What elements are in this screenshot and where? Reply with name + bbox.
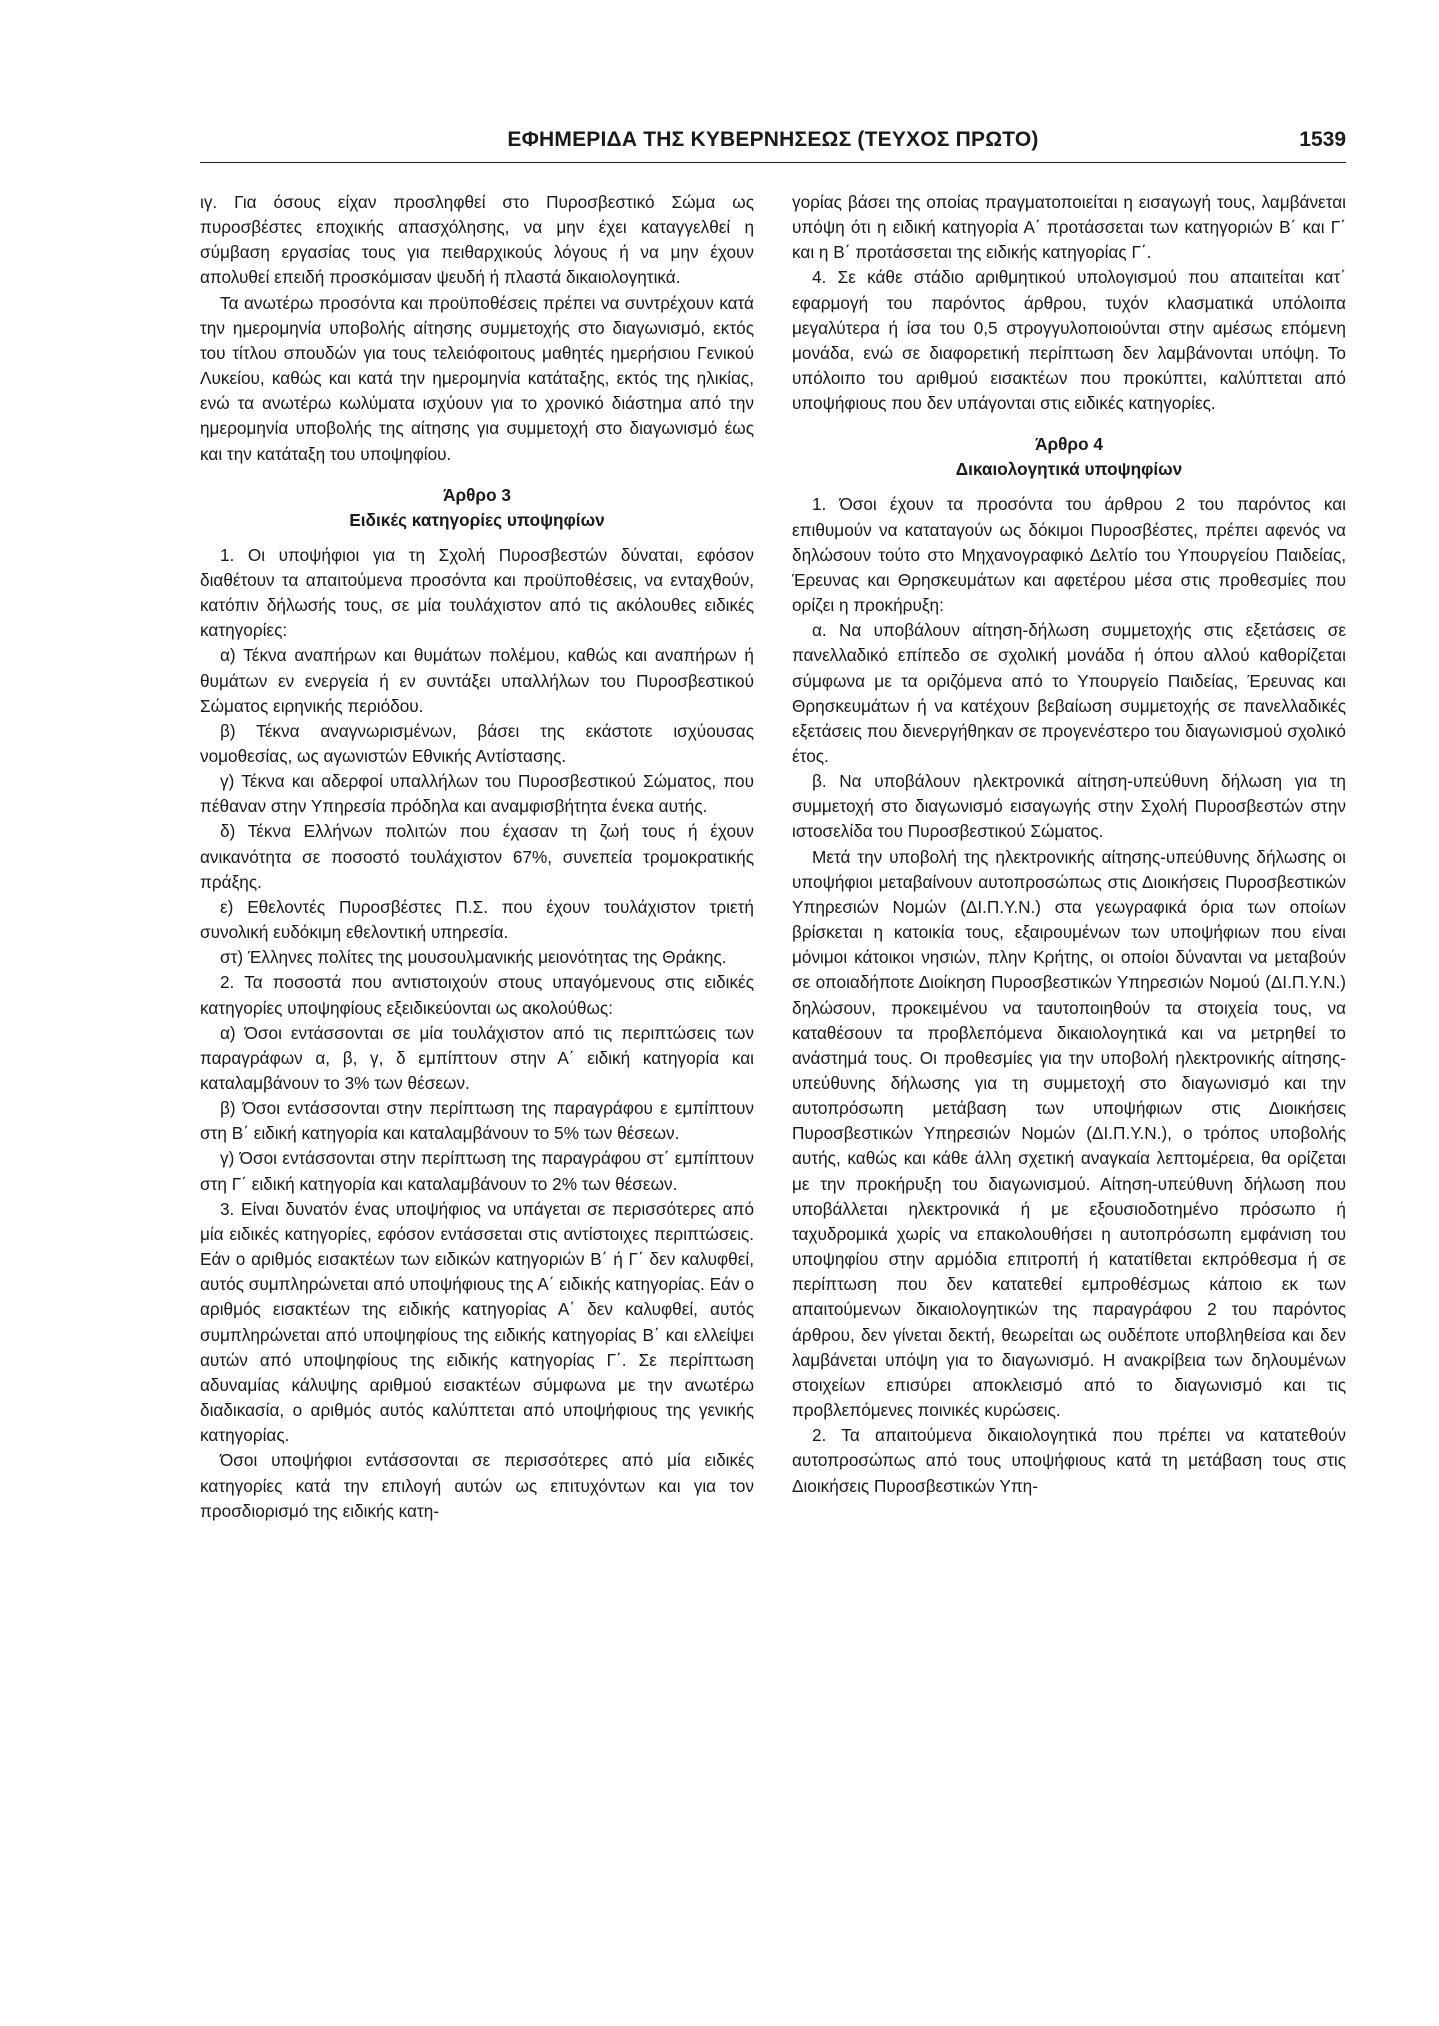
article-subtitle: Ειδικές κατηγορίες υποψηφίων bbox=[349, 509, 605, 530]
page-header bbox=[200, 128, 1346, 163]
paragraph: α) Όσοι εντάσσονται σε μία τουλάχιστον από τις περιπτώσεις των παραγράφων α, β, γ, δ εμπίπτουν στην Α΄ ειδική κατηγορία και καταλαμβάνουν το 3% των θέσεων. bbox=[200, 1022, 754, 1093]
article-4-heading bbox=[792, 432, 1346, 482]
paragraph: Όσοι υποψήφιοι εντάσσονται σε περισσότερες από μία ειδικές κατηγορίες κατά την επιλογή αυτών ως επιτυχόντων και για τον προσδιορισμό της ειδικής κατη- bbox=[200, 1450, 754, 1521]
paragraph: 4. Σε κάθε στάδιο αριθμητικού υπολογισμού που απαιτείται κατ΄ εφαρμογή του παρόντος άρθρου, τυχόν κλασματικά υπόλοιπα μεγαλύτερα ή ίσα του 0,5 στρογγυλοποιούνται στην αμέσως επόμενη μονάδα, ενώ σε διαφορετική περίπτωση δεν λαμβάνονται υπόψη. Το υπόλοιπο του αριθμού εισακτέων που προκύπτει, καλύπτεται από υποψήφιους που δεν υπάγονται στις ειδικές κατηγορίες. bbox=[792, 267, 1346, 414]
page-number: 1539 bbox=[1299, 128, 1346, 151]
paragraph: ιγ. Για όσους είχαν προσληφθεί στο Πυροσβεστικό Σώμα ως πυροσβέστες εποχικής απασχόλησης, να μην έχει καταγγελθεί η σύμβαση εργασίας τους για πειθαρχικούς λόγους ή να μην έχουν απολυθεί επειδή προσκόμισαν ψευδή ή πλαστά δικαιολογητικά. bbox=[200, 192, 754, 288]
paragraph: δ) Τέκνα Ελλήνων πολιτών που έχασαν τη ζωή τους ή έχουν ανικανότητα σε ποσοστό τουλάχιστον 67%, συνεπεία τρομοκρατικής πράξης. bbox=[200, 821, 754, 892]
paragraph: 1. Όσοι έχουν τα προσόντα του άρθρου 2 του παρόντος και επιθυμούν να καταταγούν ως δόκιμοι Πυροσβέστες, πρέπει αφενός να δηλώσουν τούτο στο Μηχανογραφικό Δελτίο του Υπουργείου Παιδείας, Έρευνας και Θρησκευμάτων και αφετέρου μέσα στις προθεσμίες που ορίζει η προκήρυξη: bbox=[792, 494, 1346, 616]
paragraph: γ) Όσοι εντάσσονται στην περίπτωση της παραγράφου στ΄ εμπίπτουν στη Γ΄ ειδική κατηγορία και καταλαμβάνουν το 2% των θέσεων. bbox=[200, 1148, 754, 1194]
article-3-heading bbox=[200, 483, 754, 533]
paragraph: 1. Οι υποψήφιοι για τη Σχολή Πυροσβεστών δύναται, εφόσον διαθέτουν τα απαιτούμενα προσόντα και προϋποθέσεις, να ενταχθούν, κατόπιν δήλωσής τους, σε μία τουλάχιστον από τις ακόλουθες ειδικές κατηγορίες: bbox=[200, 544, 754, 641]
paragraph: β. Να υποβάλουν ηλεκτρονικά αίτηση-υπεύθυνη δήλωση για τη συμμετοχή στο διαγωνισμό εισαγωγής στην Σχολή Πυροσβεστών στην ιστοσελίδα του Πυροσβεστικού Σώματος. bbox=[792, 771, 1346, 842]
paragraph: 2. Τα απαιτούμενα δικαιολογητικά που πρέπει να κατατεθούν αυτοπροσώπως από τους υποψήφιους κατά τη μετάβαση τους στις Διοικήσεις Πυροσβεστικών Υπη- bbox=[792, 1425, 1346, 1496]
paragraph: β) Όσοι εντάσσονται στην περίπτωση της παραγράφου ε εμπίπτουν στη Β΄ ειδική κατηγορία και καταλαμβάνουν το 5% των θέσεων. bbox=[200, 1098, 754, 1144]
right-column bbox=[792, 190, 1346, 1499]
article-subtitle: Δικαιολογητικά υποψηφίων bbox=[955, 459, 1183, 480]
paragraph: γορίας βάσει της οποίας πραγματοποιείται η εισαγωγή τους, λαμβάνεται υπόψη ότι η ειδική κατηγορία Α΄ προτάσσεται των κατηγοριών Β΄ και Γ΄ και η Β΄ προτάσσεται της ειδικής κατηγορίας Γ΄. bbox=[792, 192, 1346, 263]
paragraph: 3. Είναι δυνατόν ένας υποψήφιος να υπάγεται σε περισσότερες από μία ειδικές κατηγορίες, εφόσον εντάσσεται στις αντίστοιχες περιπτώσεις. Εάν ο αριθμός εισακτέων των ειδικών κατηγοριών Β΄ ή Γ΄ δεν καλυφθεί, αυτός συμπληρώνεται από υποψήφιους της Α΄ ειδικής κατηγορίας. Εάν ο αριθμός εισακτέων της ειδικής κατηγορίας Α΄ δεν καλυφθεί, αυτός συμπληρώνεται από υποψηφίους της ειδικής κατηγορίας Β΄ και ελλείψει αυτών από υποψηφίους της ειδικής κατηγορίας Γ΄. Σε περίπτωση αδυναμίας κάλυψης αριθμού εισακτέων σύμφωνα με την ανωτέρω διαδικασία, ο αριθμός αυτός καλύπτεται από υποψήφιους της γενικής κατηγορίας. bbox=[200, 1198, 754, 1446]
paragraph: στ) Έλληνες πολίτες της μουσουλμανικής μειονότητας της Θράκης. bbox=[220, 947, 727, 968]
article-title: Άρθρο 3 bbox=[443, 484, 511, 505]
paragraph: α. Να υποβάλουν αίτηση-δήλωση συμμετοχής στις εξετάσεις σε πανελλαδικό επίπεδο σε σχολική μονάδα ή όπου αλλού καθορίζεται σύμφωνα με τα οριζόμενα από το Υπουργείο Παιδείας, Έρευνας και Θρησκευμάτων ή να κατέχουν βεβαίωση συμμετοχής σε πανελλαδικές εξετάσεις που διενεργήθηκαν σε προγενέστερο του διαγωνισμού σχολικό έτος. bbox=[792, 620, 1346, 766]
paragraph: α) Τέκνα αναπήρων και θυμάτων πολέμου, καθώς και αναπήρων ή θυμάτων εν ενεργεία ή εν συντάξει υπαλλήλων του Πυροσβεστικού Σώματος ειρηνικής περιόδου. bbox=[200, 645, 754, 716]
gazette-title: ΕΦΗΜΕΡΙΔΑ ΤΗΣ ΚΥΒΕΡΝΗΣΕΩΣ (ΤΕΥΧΟΣ ΠΡΩΤΟ) bbox=[507, 128, 1039, 151]
article-title: Άρθρο 4 bbox=[1035, 434, 1103, 455]
paragraph: β) Τέκνα αναγνωρισμένων, βάσει της εκάστοτε ισχύουσας νομοθεσίας, ως αγωνιστών Εθνικής Αντίστασης. bbox=[200, 720, 754, 766]
left-column bbox=[200, 190, 754, 1524]
paragraph: Τα ανωτέρω προσόντα και προϋποθέσεις πρέπει να συντρέχουν κατά την ημερομηνία υποβολής αίτησης συμμετοχής στο διαγωνισμό, εκτός του τίτλου σπουδών για τους τελειόφοιτους μαθητές ημερήσιου Γενικού Λυκείου, καθώς και κατά την ημερομηνία κατάταξης, εκτός της ηλικίας, ενώ τα ανωτέρω κωλύματα ισχύουν για το χρονικό διάστημα από την ημερομηνία υποβολής της αίτησης για συμμετοχή στο διαγωνισμό έως και την κατάταξη του υποψηφίου. bbox=[200, 292, 754, 464]
paragraph: γ) Τέκνα και αδερφοί υπαλλήλων του Πυροσβεστικού Σώματος, που πέθαναν στην Υπηρεσία πρόδηλα και αναμφισβήτητα ένεκα αυτής. bbox=[200, 771, 754, 817]
paragraph: Μετά την υποβολή της ηλεκτρονικής αίτησης-υπεύθυνης δήλωσης οι υποψήφιοι μεταβαίνουν αυτοπροσώπως στις Διοικήσεις Πυροσβεστικών Υπηρεσιών Νομών (ΔΙ.Π.Υ.Ν.) στα γεωγραφικά όρια των οποίων βρίσκεται η κατοικία τους, εξαιρουμένων των υποψήφιων που είναι μόνιμοι κάτοικοι νησιών, πλην Κρήτης, οι οποίοι δύνανται να μεταβούν σε οποιαδήποτε Διοίκηση Πυροσβεστικών Υπηρεσιών Νομού (ΔΙ.Π.Υ.Ν.) δηλώσουν, προκειμένου να ταυτοποιηθούν τα στοιχεία τους, να καταθέσουν τα προβλεπόμενα δικαιολογητικά και να μετρηθεί το ανάστημά τους. Οι προθεσμίες για την υποβολή ηλεκτρονικής αίτησης-υπεύθυνης δήλωσης για τη συμμετοχή στο διαγωνισμό και την αυτοπρόσωπη μετάβαση των υποψήφιων στις Διοικήσεις Πυροσβεστικών Υπηρεσιών Νομών (ΔΙ.Π.Υ.Ν.), ο τρόπος υποβολής αυτής, καθώς και κάθε άλλη σχετική αναγκαία λεπτομέρεια, θα ορίζεται με την προκήρυξη του διαγωνισμού. Αίτηση-υπεύθυνη δήλωση που υποβάλλεται ηλεκτρονικά ή με εξουσιοδοτημένο πρόσωπο ή ταχυδρομικά χωρίς να επακολουθήσει η αυτοπρόσωπη εμφάνιση του υποψηφίου στην αρμόδια επιτροπή ή κατατίθεται εκπρόθεσμα ή σε περίπτωση που δεν κατατεθεί εμπροθέσμως κάποιο εκ των απαιτούμενων δικαιολογητικών της παραγράφου 2 του παρόντος άρθρου, δεν γίνεται δεκτή, θεωρείται ως ουδέποτε υποβληθείσα και δεν λαμβάνεται υπόψη για το διαγωνισμό. Η ανακρίβεια των δηλουμένων στοιχείων επισύρει αποκλεισμό από το διαγωνισμό και τις προβλεπόμενες ποινικές κυρώσεις. bbox=[792, 846, 1346, 1421]
paragraph: ε) Εθελοντές Πυροσβέστες Π.Σ. που έχουν τουλάχιστον τριετή συνολική ευδόκιμη εθελοντική υπηρεσία. bbox=[200, 896, 754, 943]
paragraph: 2. Τα ποσοστά που αντιστοιχούν στους υπαγόμενους στις ειδικές κατηγορίες υποψηφίους εξειδικεύονται ως ακολούθως: bbox=[200, 972, 754, 1018]
